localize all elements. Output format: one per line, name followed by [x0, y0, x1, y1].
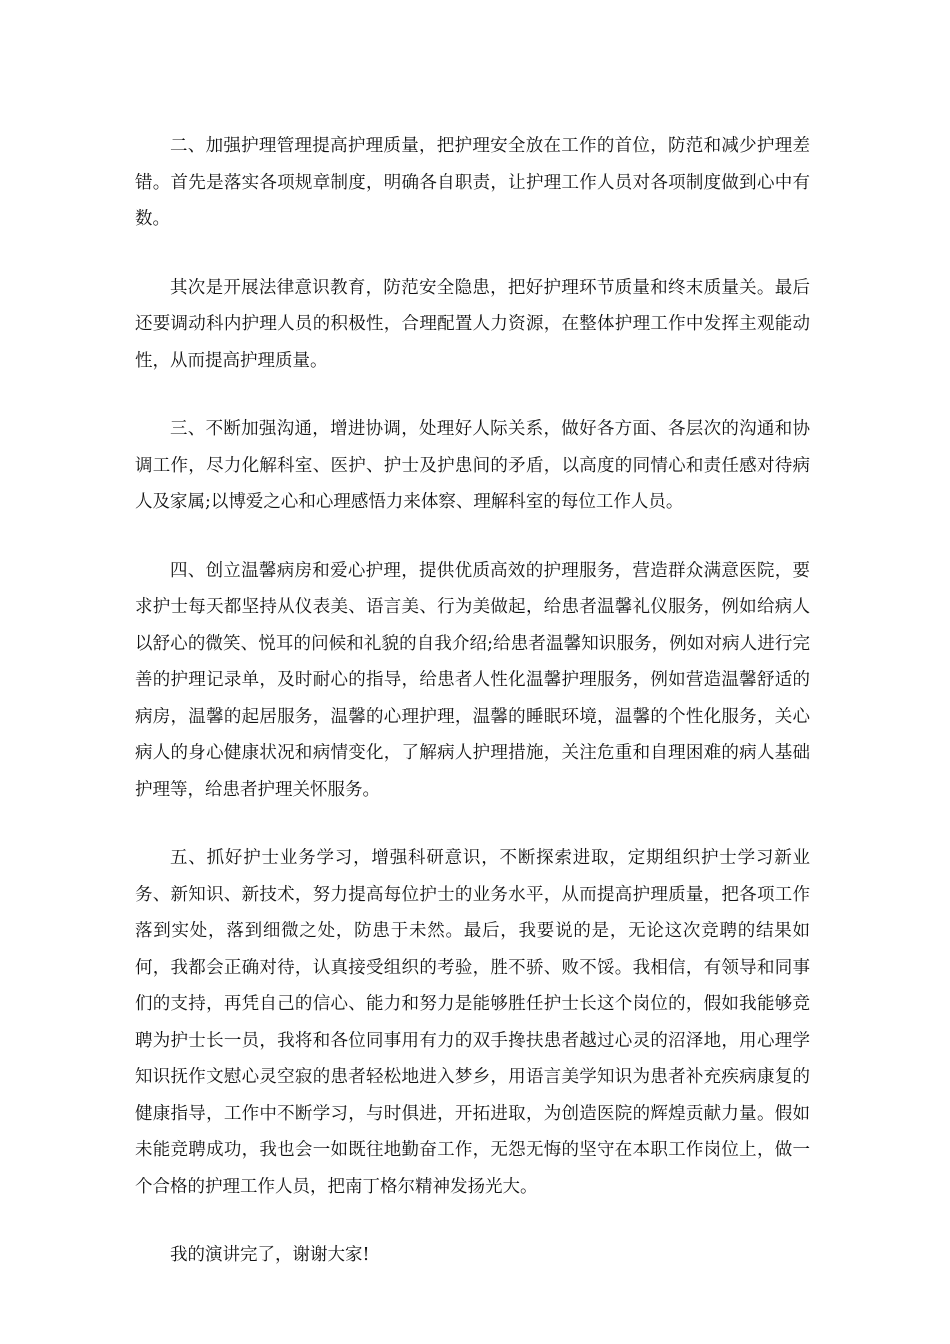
paragraph-legal-awareness: 其次是开展法律意识教育，防范安全隐患，把好护理环节质量和终末质量关。最后还要调动科内护理人员的积极性，合理配置人力资源，在整体护理工作中发挥主观能动性，从而提高护理质量。: [135, 277, 810, 371]
paragraph-communication: 三、不断加强沟通，增进协调，处理好人际关系，做好各方面、各层次的沟通和协调工作，尽力化解科室、医护、护士及护患间的矛盾，以高度的同情心和责任感对待病人及家属;以博爱之心和心理感悟力来体察、理解科室的每位工作人员。: [135, 419, 810, 512]
paragraph-warm-ward: 四、创立温馨病房和爱心护理，提供优质高效的护理服务，营造群众满意医院，要求护士每天都坚持从仪表美、语言美、行为美做起，给患者温馨礼仪服务，例如给病人以舒心的微笑、悦耳的问候和礼貌的自我介绍;给患者温馨知识服务，例如对病人进行完善的护理记录单，及时耐心的指导，给患者人性化温馨护理服务，例如营造温馨舒适的病房，温馨的起居服务，温馨的心理护理，温馨的睡眠环境，温馨的个性化服务，关心病人的身心健康状况和病情变化，了解病人护理措施，关注危重和自理困难的病人基础护理等，给患者护理关怀服务。: [135, 560, 810, 800]
paragraph-nursing-management: 二、加强护理管理提高护理质量，把护理安全放在工作的首位，防范和减少护理差错。首先是落实各项规章制度，明确各自职责，让护理工作人员对各项制度做到心中有数。: [135, 136, 810, 229]
paragraph-study-and-commitment: 五、抓好护士业务学习，增强科研意识，不断探索进取，定期组织护士学习新业务、新知识、新技术，努力提高每位护士的业务水平，从而提高护理质量，把各项工作落到实处，落到细微之处，防患于未然。最后，我要说的是，无论这次竞聘的结果如何，我都会正确对待，认真接受组织的考验，胜不骄、败不馁。我相信，有领导和同事们的支持，再凭自己的信心、能力和努力是能够胜任护士长这个岗位的，假如我能够竞聘为护士长一员，我将和各位同事用有力的双手搀扶患者越过心灵的沼泽地，用心理学知识抚作文慰心灵空寂的患者轻松地进入梦乡，用语言美学知识为患者补充疾病康复的健康指导，工作中不断学习，与时俱进，开拓进取，为创造医院的辉煌贡献力量。假如未能竞聘成功，我也会一如既往地勤奋工作，无怨无悔的坚守在本职工作岗位上，做一个合格的护理工作人员，把南丁格尔精神发扬光大。: [135, 848, 810, 1197]
paragraph-closing: 我的演讲完了，谢谢大家!: [170, 1245, 370, 1265]
document-body: [135, 128, 810, 1306]
